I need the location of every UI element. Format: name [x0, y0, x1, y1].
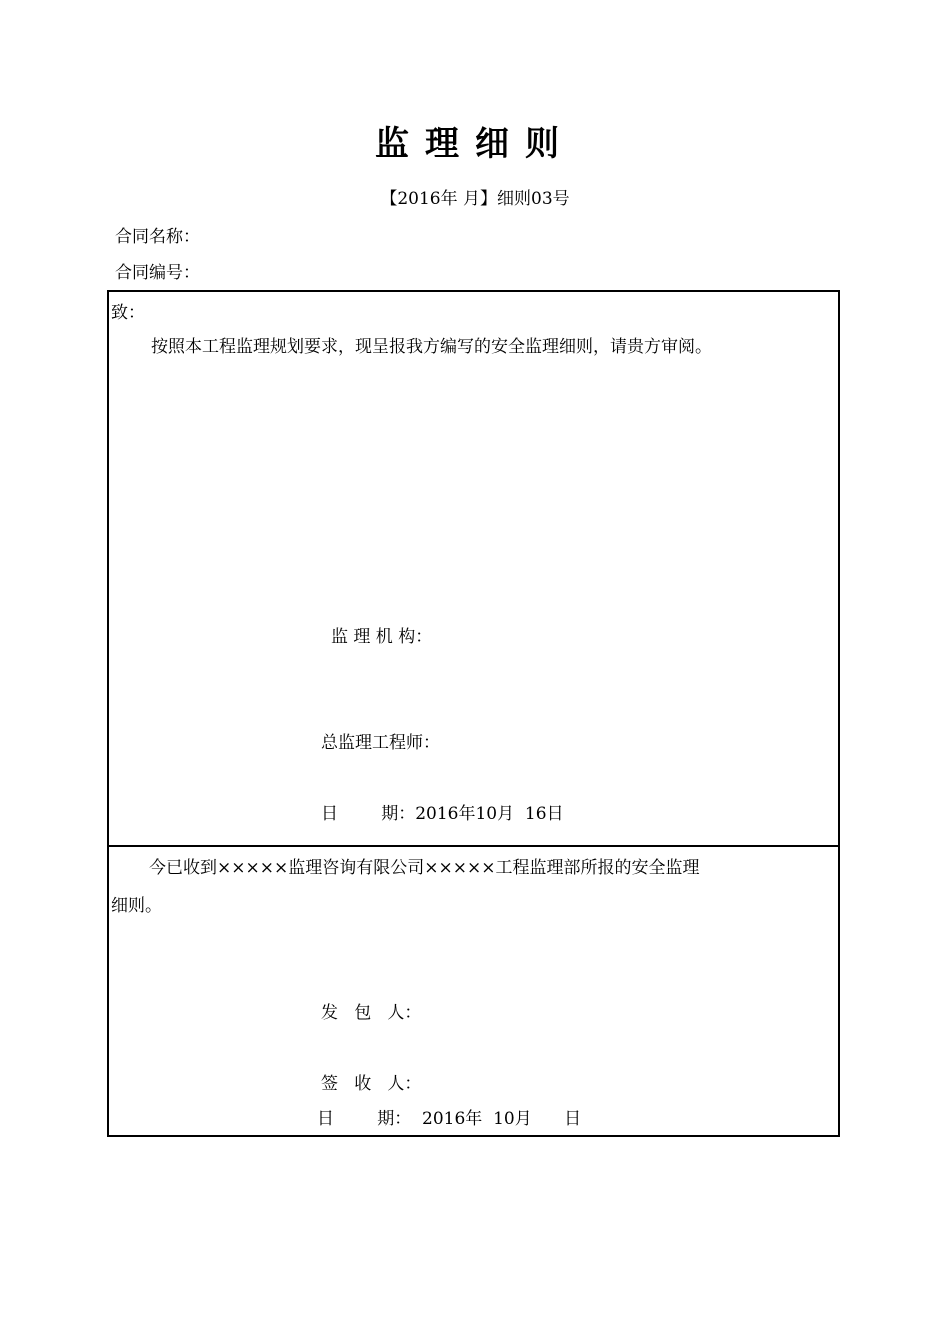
submission-date: 日 期：2016年10月 16日 [321, 804, 564, 824]
document-serial: 【2016年 月】细则03号 [380, 189, 570, 209]
receipt-body-line2: 细则。 [111, 896, 162, 916]
to-label: 致： [111, 303, 145, 323]
employer-label: 发 包 人： [321, 1003, 422, 1023]
receipt-body-line1: 今已收到×××××监理咨询有限公司×××××工程监理部所报的安全监理 [149, 858, 700, 878]
document-title: 监理细则 [375, 124, 575, 164]
receipt-section [107, 845, 840, 1137]
receiver-label: 签 收 人： [321, 1074, 422, 1094]
org-label: 监 理 机 构： [331, 627, 433, 647]
receipt-date: 日 期： 2016年 10月 日 [317, 1109, 582, 1129]
submission-body: 按照本工程监理规划要求，现呈报我方编写的安全监理细则，请贵方审阅。 [151, 337, 712, 357]
submission-section [107, 290, 840, 847]
chief-engineer-label: 总监理工程师： [321, 733, 440, 753]
contract-name-label: 合同名称： [115, 227, 200, 247]
contract-no-label: 合同编号： [115, 263, 200, 283]
